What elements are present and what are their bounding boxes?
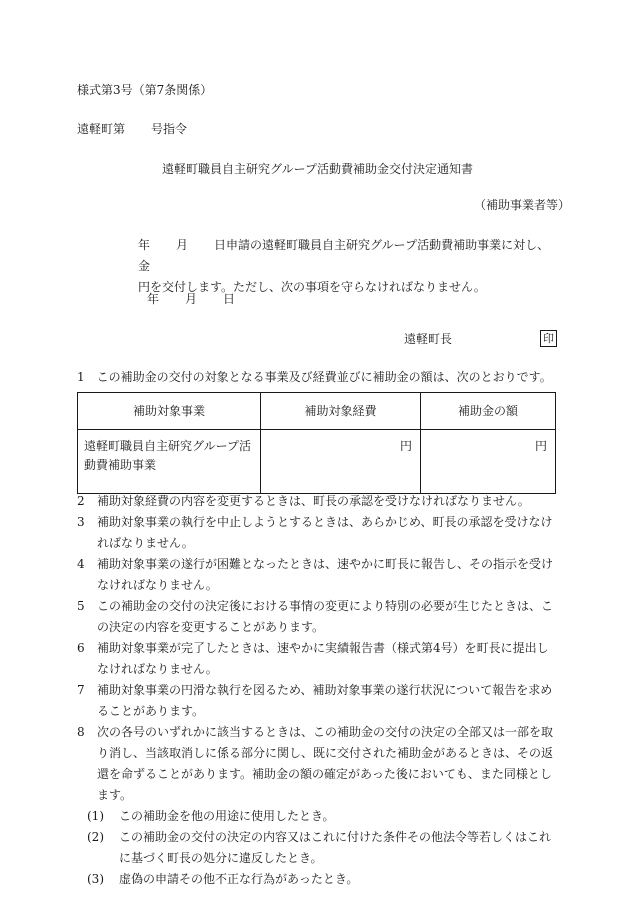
cell-amount: 円 (421, 430, 556, 494)
clause-4 (77, 554, 557, 596)
subsidy-table (77, 392, 556, 494)
form-number: 様式第3号（第7条関係） (77, 83, 213, 97)
document-title: 遠軽町職員自主研究グループ活動費補助金交付決定通知書 (162, 162, 474, 176)
clause-number: 2 (77, 494, 85, 508)
body-line1: 日申請の遠軽町職員自主研究グループ活動費補助事業に対し、金 (138, 238, 550, 273)
body-month: 月 (176, 238, 189, 252)
clause-8 (77, 722, 557, 806)
sub-clause-text: 虚偽の申請その他不正な行為があったとき。 (119, 872, 359, 886)
clause-7 (77, 680, 557, 722)
date-month: 月 (185, 292, 198, 306)
clause-number: 4 (77, 557, 85, 571)
seal-mark: 印 (540, 330, 557, 347)
sub-clause-number: (2) (87, 830, 104, 844)
clause-text: 補助対象経費の内容を変更するときは、町長の承認を受けなければなりません。 (97, 494, 530, 508)
reference-suffix: 号指令 (151, 122, 188, 136)
issue-date (147, 291, 235, 308)
clause-number: 5 (77, 599, 85, 613)
sub-clause-text: この補助金を他の用途に使用したとき。 (119, 809, 335, 823)
sub-clause-3 (77, 869, 557, 890)
cell-project: 遠軽町職員自主研究グループ活動費補助事業 (78, 430, 261, 494)
clause-text: 補助対象事業の円滑な執行を図るため、補助対象事業の遂行状況について報告を求めることがあります。 (97, 683, 553, 718)
clause-number: 8 (77, 725, 85, 739)
table-row (78, 430, 556, 494)
clause-text: この補助金の交付の対象となる事業及び経費並びに補助金の額は、次のとおりです。 (96, 370, 552, 384)
clause-text: この補助金の交付の決定後における事情の変更により特別の必要が生じたときは、この決定の内容を変更することがあります。 (97, 599, 554, 634)
issuer: 遠軽町長 (404, 332, 453, 346)
clause-list (77, 491, 557, 890)
clause-text: 次の各号のいずれかに該当するときは、この補助金の交付の決定の全部又は一部を取り消し、当該取消しに係る部分に関し、既に交付された補助金があるときは、その返還を命ずることがあります。補助金の額の確定があった後においても、また同様とします。 (97, 725, 554, 802)
clause-3 (77, 512, 557, 554)
sub-clause-text: この補助金の交付の決定の内容又はこれに付けた条件その他法令等若しくはこれに基づく町長の処分に違反したとき。 (119, 830, 552, 865)
sub-clause-2 (77, 827, 557, 869)
cell-expense: 円 (261, 430, 421, 494)
clause-text: 補助対象事業が完了したときは、速やかに実績報告書（様式第4号）を町長に提出しなければなりません。 (97, 641, 549, 676)
header-amount: 補助金の額 (421, 393, 556, 430)
clause-text: 補助対象事業の執行を中止しようとするときは、あらかじめ、町長の承認を受けなければなりません。 (97, 515, 553, 550)
date-year: 年 (147, 292, 160, 306)
clause-number: 6 (77, 641, 85, 655)
table-header-row (78, 393, 556, 430)
body-year: 年 (138, 238, 151, 252)
recipient: （補助事業者等） (474, 198, 571, 212)
body-line2: 円を交付します。ただし、次の事項を守らなければなりません。 (138, 280, 486, 294)
date-day: 日 (223, 292, 236, 306)
header-project: 補助対象事業 (78, 393, 261, 430)
sub-clause-1 (77, 806, 557, 827)
sub-clause-number: (1) (87, 809, 104, 823)
clause-5 (77, 596, 557, 638)
sub-clause-number: (3) (87, 872, 104, 886)
reference-number (77, 121, 187, 138)
clause-1 (77, 369, 552, 386)
clause-number: 1 (77, 370, 85, 384)
clause-number: 3 (77, 515, 85, 529)
header-expense: 補助対象経費 (261, 393, 421, 430)
notice-body (138, 235, 558, 298)
clause-2 (77, 491, 557, 512)
clause-6 (77, 638, 557, 680)
clause-number: 7 (77, 683, 85, 697)
clause-text: 補助対象事業の遂行が困難となったときは、速やかに町長に報告し、その指示を受けなければなりません。 (97, 557, 554, 592)
reference-prefix: 遠軽町第 (77, 122, 126, 136)
